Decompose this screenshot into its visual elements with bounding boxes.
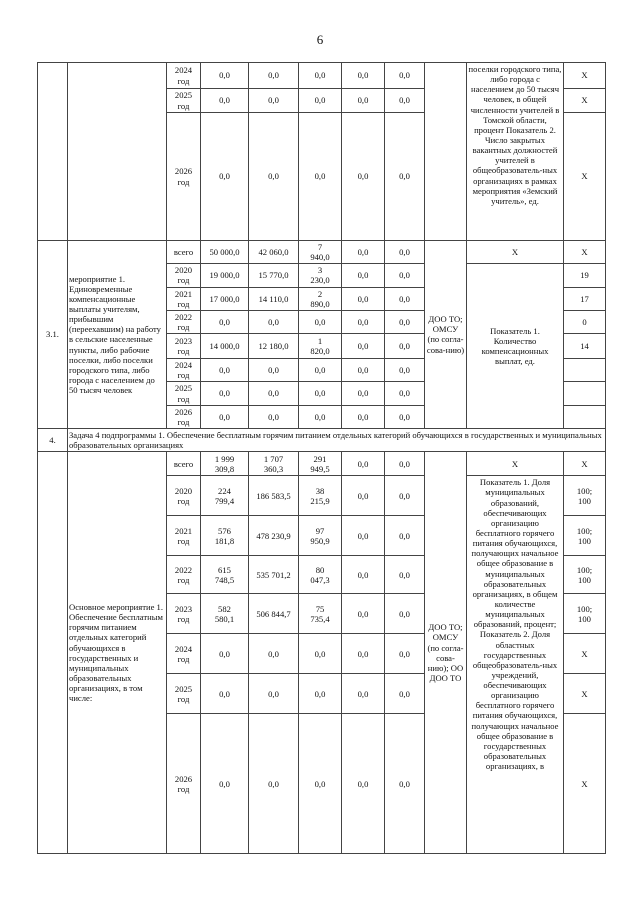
value-cell: 0,0 xyxy=(385,113,425,241)
value-cell: 0,0 xyxy=(385,63,425,89)
value-cell: 0,0 xyxy=(299,63,342,89)
value-cell: 0,0 xyxy=(342,63,385,89)
value-cell: 0,0 xyxy=(299,674,342,714)
value-cell: 0,0 xyxy=(385,634,425,674)
value-cell: 0,0 xyxy=(342,287,385,310)
value-cell: 14 110,0 xyxy=(249,287,299,310)
executor-cell xyxy=(425,63,467,241)
value-cell: 15 770,0 xyxy=(249,264,299,287)
value-cell: 2 890,0 xyxy=(299,287,342,310)
value-cell: 0,0 xyxy=(299,405,342,428)
indicator-value xyxy=(564,382,606,405)
value-cell: 186 583,5 xyxy=(249,476,299,516)
value-cell: 478 230,9 xyxy=(249,516,299,556)
indicator-value: X xyxy=(564,89,606,113)
indicator-value xyxy=(564,359,606,382)
year-cell: 2020 год xyxy=(167,476,201,516)
value-cell: 576 181,8 xyxy=(201,516,249,556)
value-cell: 0,0 xyxy=(299,89,342,113)
value-cell: 0,0 xyxy=(342,264,385,287)
page-number: 6 xyxy=(316,32,324,47)
value-cell: 0,0 xyxy=(342,334,385,359)
executor-cell: ДОО ТО; ОМСУ (по согла-сова-нию); ОО ДОО ТО xyxy=(425,452,467,854)
indicator-value: X xyxy=(564,674,606,714)
value-cell: 42 060,0 xyxy=(249,241,299,264)
value-cell: 0,0 xyxy=(385,359,425,382)
value-cell: 0,0 xyxy=(342,452,385,476)
year-cell: 2025 год xyxy=(167,89,201,113)
value-cell: 0,0 xyxy=(299,714,342,854)
value-cell: 0,0 xyxy=(249,634,299,674)
value-cell: 97 950,9 xyxy=(299,516,342,556)
executor-cell: ДОО ТО; ОМСУ (по согла-сова-нию) xyxy=(425,241,467,429)
year-cell: 2026 год xyxy=(167,405,201,428)
value-cell: 0,0 xyxy=(342,594,385,634)
value-cell: 291 949,5 xyxy=(299,452,342,476)
value-cell: 0,0 xyxy=(385,310,425,333)
value-cell: 80 047,3 xyxy=(299,556,342,594)
value-cell: 1 707 360,3 xyxy=(249,452,299,476)
value-cell: 0,0 xyxy=(249,674,299,714)
value-cell: 0,0 xyxy=(385,674,425,714)
value-cell: 0,0 xyxy=(342,556,385,594)
row-number-cell: 3.1. xyxy=(38,241,68,429)
indicator-value: 100; 100 xyxy=(564,476,606,516)
indicator-header: X xyxy=(467,452,564,476)
indicator-value: 14 xyxy=(564,334,606,359)
value-cell: 0,0 xyxy=(385,594,425,634)
value-cell: 0,0 xyxy=(249,63,299,89)
value-cell: 0,0 xyxy=(299,382,342,405)
value-cell: 0,0 xyxy=(342,714,385,854)
value-cell: 0,0 xyxy=(385,476,425,516)
value-cell: 3 230,0 xyxy=(299,264,342,287)
value-cell: 0,0 xyxy=(385,382,425,405)
indicator-value xyxy=(564,405,606,428)
value-cell: 0,0 xyxy=(299,634,342,674)
value-cell: 0,0 xyxy=(342,382,385,405)
value-cell: 19 000,0 xyxy=(201,264,249,287)
value-cell: 0,0 xyxy=(342,516,385,556)
value-cell: 0,0 xyxy=(385,556,425,594)
task-heading: Задача 4 подпрограммы 1. Обеспечение бесплатным горячим питанием отдельных категорий обучающихся в государственных и муниципальных образовательных организациях xyxy=(68,428,606,451)
indicator-value: X xyxy=(564,452,606,476)
program-table xyxy=(37,62,606,854)
value-cell: 535 701,2 xyxy=(249,556,299,594)
year-cell: 2023 год xyxy=(167,594,201,634)
value-cell: 0,0 xyxy=(342,476,385,516)
activity-name-cell xyxy=(68,63,167,241)
year-cell: 2025 год xyxy=(167,674,201,714)
value-cell: 0,0 xyxy=(201,63,249,89)
value-cell: 17 000,0 xyxy=(201,287,249,310)
value-cell: 0,0 xyxy=(385,334,425,359)
indicator-value: 100; 100 xyxy=(564,516,606,556)
value-cell: 615 748,5 xyxy=(201,556,249,594)
year-cell: 2022 год xyxy=(167,556,201,594)
value-cell: 0,0 xyxy=(385,714,425,854)
indicator-value: X xyxy=(564,241,606,264)
year-cell: 2023 год xyxy=(167,334,201,359)
value-cell: 0,0 xyxy=(299,359,342,382)
value-cell: 0,0 xyxy=(385,264,425,287)
value-cell: 0,0 xyxy=(342,405,385,428)
year-cell: 2024 год xyxy=(167,634,201,674)
value-cell: 0,0 xyxy=(249,405,299,428)
row-number-cell xyxy=(38,452,68,854)
indicator-value: 19 xyxy=(564,264,606,287)
value-cell: 0,0 xyxy=(385,452,425,476)
indicator-value: X xyxy=(564,63,606,89)
value-cell: 12 180,0 xyxy=(249,334,299,359)
value-cell: 0,0 xyxy=(342,310,385,333)
indicator-value: 100; 100 xyxy=(564,556,606,594)
value-cell: 14 000,0 xyxy=(201,334,249,359)
year-cell: 2025 год xyxy=(167,382,201,405)
value-cell: 0,0 xyxy=(249,310,299,333)
value-cell: 0,0 xyxy=(201,405,249,428)
indicator-text: поселки городского типа, либо города с населением до 50 тысяч человек, в общей численности учителей в Томской области, процент Показатель 2. Число закрытых вакантных должностей учителей в общеобразователь-ных организациях в рамках мероприятия «Земский учитель», ед. xyxy=(467,63,564,241)
indicator-value: X xyxy=(564,113,606,241)
value-cell: 1 999 309,8 xyxy=(201,452,249,476)
indicator-value: X xyxy=(564,634,606,674)
value-cell: 0,0 xyxy=(342,113,385,241)
year-cell: 2022 год xyxy=(167,310,201,333)
year-cell: 2024 год xyxy=(167,359,201,382)
indicator-value: 17 xyxy=(564,287,606,310)
value-cell: 1 820,0 xyxy=(299,334,342,359)
value-cell: 0,0 xyxy=(201,310,249,333)
value-cell: 7 940,0 xyxy=(299,241,342,264)
value-cell: 0,0 xyxy=(201,113,249,241)
value-cell: 0,0 xyxy=(249,89,299,113)
value-cell: 0,0 xyxy=(249,382,299,405)
value-cell: 0,0 xyxy=(249,714,299,854)
indicator-value: 0 xyxy=(564,310,606,333)
indicator-value: X xyxy=(564,714,606,854)
year-cell: 2021 год xyxy=(167,516,201,556)
value-cell: 0,0 xyxy=(201,359,249,382)
value-cell: 0,0 xyxy=(201,634,249,674)
value-cell: 0,0 xyxy=(385,405,425,428)
value-cell: 0,0 xyxy=(342,674,385,714)
indicator-value: 100; 100 xyxy=(564,594,606,634)
value-cell: 0,0 xyxy=(342,89,385,113)
value-cell: 0,0 xyxy=(385,287,425,310)
indicator-text: Показатель 1. Доля муниципальных образований, обеспечивающих организацию бесплатного горячего питания обучающихся, получающих начальное общее образование в муниципальных образовательных организациях, в общем количестве муниципальных образований, процент; Показатель 2. Доля областных государственных общеобразователь-ных учреждений, обеспечивающих организацию бесплатного горячего питания обучающихся, получающих начальное общее образование в государственных образовательных организациях, в xyxy=(467,476,564,854)
value-cell: 0,0 xyxy=(385,241,425,264)
value-cell: 0,0 xyxy=(299,113,342,241)
value-cell: 0,0 xyxy=(342,359,385,382)
indicator-text: Показатель 1. Количество компенсационных выплат, ед. xyxy=(467,264,564,429)
value-cell: 0,0 xyxy=(201,714,249,854)
value-cell: 50 000,0 xyxy=(201,241,249,264)
value-cell: 0,0 xyxy=(249,359,299,382)
value-cell: 0,0 xyxy=(385,89,425,113)
value-cell: 0,0 xyxy=(299,310,342,333)
row-number-cell xyxy=(38,63,68,241)
indicator-header: X xyxy=(467,241,564,264)
value-cell: 0,0 xyxy=(342,241,385,264)
year-cell: 2021 год xyxy=(167,287,201,310)
year-cell: всего xyxy=(167,452,201,476)
value-cell: 38 215,9 xyxy=(299,476,342,516)
value-cell: 0,0 xyxy=(201,674,249,714)
value-cell: 0,0 xyxy=(342,634,385,674)
activity-name-cell: мероприятие 1. Единовременные компенсационные выплаты учителям, прибывшим (переехавшим) на работу в сельские населенные пункты, либо рабочие поселки, либо поселки городского типа, либо города с населением до 50 тысяч человек xyxy=(68,241,167,429)
value-cell: 0,0 xyxy=(201,89,249,113)
row-number-cell: 4. xyxy=(38,428,68,451)
value-cell: 0,0 xyxy=(201,382,249,405)
value-cell: 506 844,7 xyxy=(249,594,299,634)
year-cell: 2026 год xyxy=(167,113,201,241)
value-cell: 0,0 xyxy=(385,516,425,556)
value-cell: 75 735,4 xyxy=(299,594,342,634)
value-cell: 224 799,4 xyxy=(201,476,249,516)
year-cell: 2026 год xyxy=(167,714,201,854)
value-cell: 582 580,1 xyxy=(201,594,249,634)
year-cell: всего xyxy=(167,241,201,264)
value-cell: 0,0 xyxy=(249,113,299,241)
year-cell: 2020 год xyxy=(167,264,201,287)
activity-name-cell: Основное мероприятие 1. Обеспечение бесплатным горячим питанием отдельных категорий обучающихся в государственных и муниципальных образовательных организациях, в том числе: xyxy=(68,452,167,854)
year-cell: 2024 год xyxy=(167,63,201,89)
